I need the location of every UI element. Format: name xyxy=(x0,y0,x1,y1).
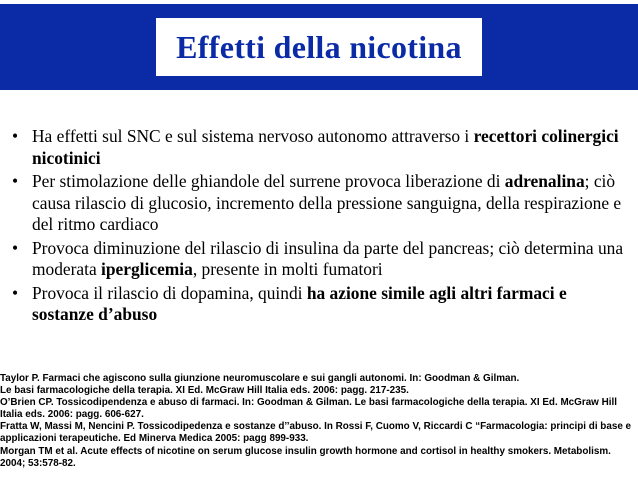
bullet-text-bold: adrenalina xyxy=(504,171,585,191)
bullet-text: Provoca diminuzione del rilascio di insulina da parte del pancreas; ciò determina una moderata xyxy=(32,237,624,280)
bullet-item xyxy=(8,126,632,169)
reference-line: Fratta W, Massi M, Nencini P. Tossicodipedenza e sostanze d’’abuso. In Rossi F, Cuomo V, Riccardi C “Farmacologia: principi di base e applicazioni terapeutiche. Ed Minerva Medica 2005: pagg 899-933. xyxy=(0,421,632,445)
bullet-dot-icon: • xyxy=(12,171,19,191)
slide-title: Effetti della nicotina xyxy=(156,18,482,76)
reference-line: Morgan TM et al. Acute effects of nicotine on serum glucose insulin growth hormone and cortisol in healthy smokers. Metabolism. 2004; 53:578-82. xyxy=(0,445,611,469)
bullet-text-bold: iperglicemia xyxy=(101,259,193,280)
reference-line: Taylor P. Farmaci che agiscono sulla giunzione neuromuscolare e sui gangli autonomi. In: Goodman & Gilman. xyxy=(0,373,520,384)
reference-line: O’Brien CP. Tossicodipendenza e abuso di farmaci. In: Goodman & Gilman. Le basi farmacologiche della terapia. XI Ed. McGraw Hill Italia eds. 2006: pagg. 606-627. xyxy=(0,397,617,421)
bullet-text-bold: recettori colinergici nicotinici xyxy=(32,126,619,168)
bullet-text-bold: ha azione simile agli altri farmaci e sostanze d’abuso xyxy=(32,282,567,325)
bullet-dot-icon: • xyxy=(12,237,19,258)
bullet-text: Ha effetti sul SNC e sul sistema nervoso autonomo attraverso i xyxy=(32,126,474,146)
bullet-dot-icon: • xyxy=(12,282,19,303)
bullet-text: Provoca il rilascio di dopamina, quindi xyxy=(32,282,307,303)
references xyxy=(0,373,636,470)
reference-line: Le basi farmacologiche della terapia. XI Ed. McGraw Hill Italia eds. 2006: pagg. 217-235. xyxy=(0,385,409,397)
bullet-dot-icon: • xyxy=(12,126,19,146)
bullet-item xyxy=(8,283,632,326)
bullet-text: Per stimolazione delle ghiandole del surrene provoca liberazione di xyxy=(32,171,505,191)
bullet-list xyxy=(8,126,632,328)
bullet-text: ; ciò causa rilascio di glucosio, incremento della pressione sanguigna, della respirazione e del ritmo cardiaco xyxy=(32,171,622,235)
bullet-item xyxy=(8,238,632,281)
title-bar xyxy=(0,4,638,90)
bullet-item xyxy=(8,171,632,236)
bullet-text: , presente in molti fumatori xyxy=(192,259,383,280)
